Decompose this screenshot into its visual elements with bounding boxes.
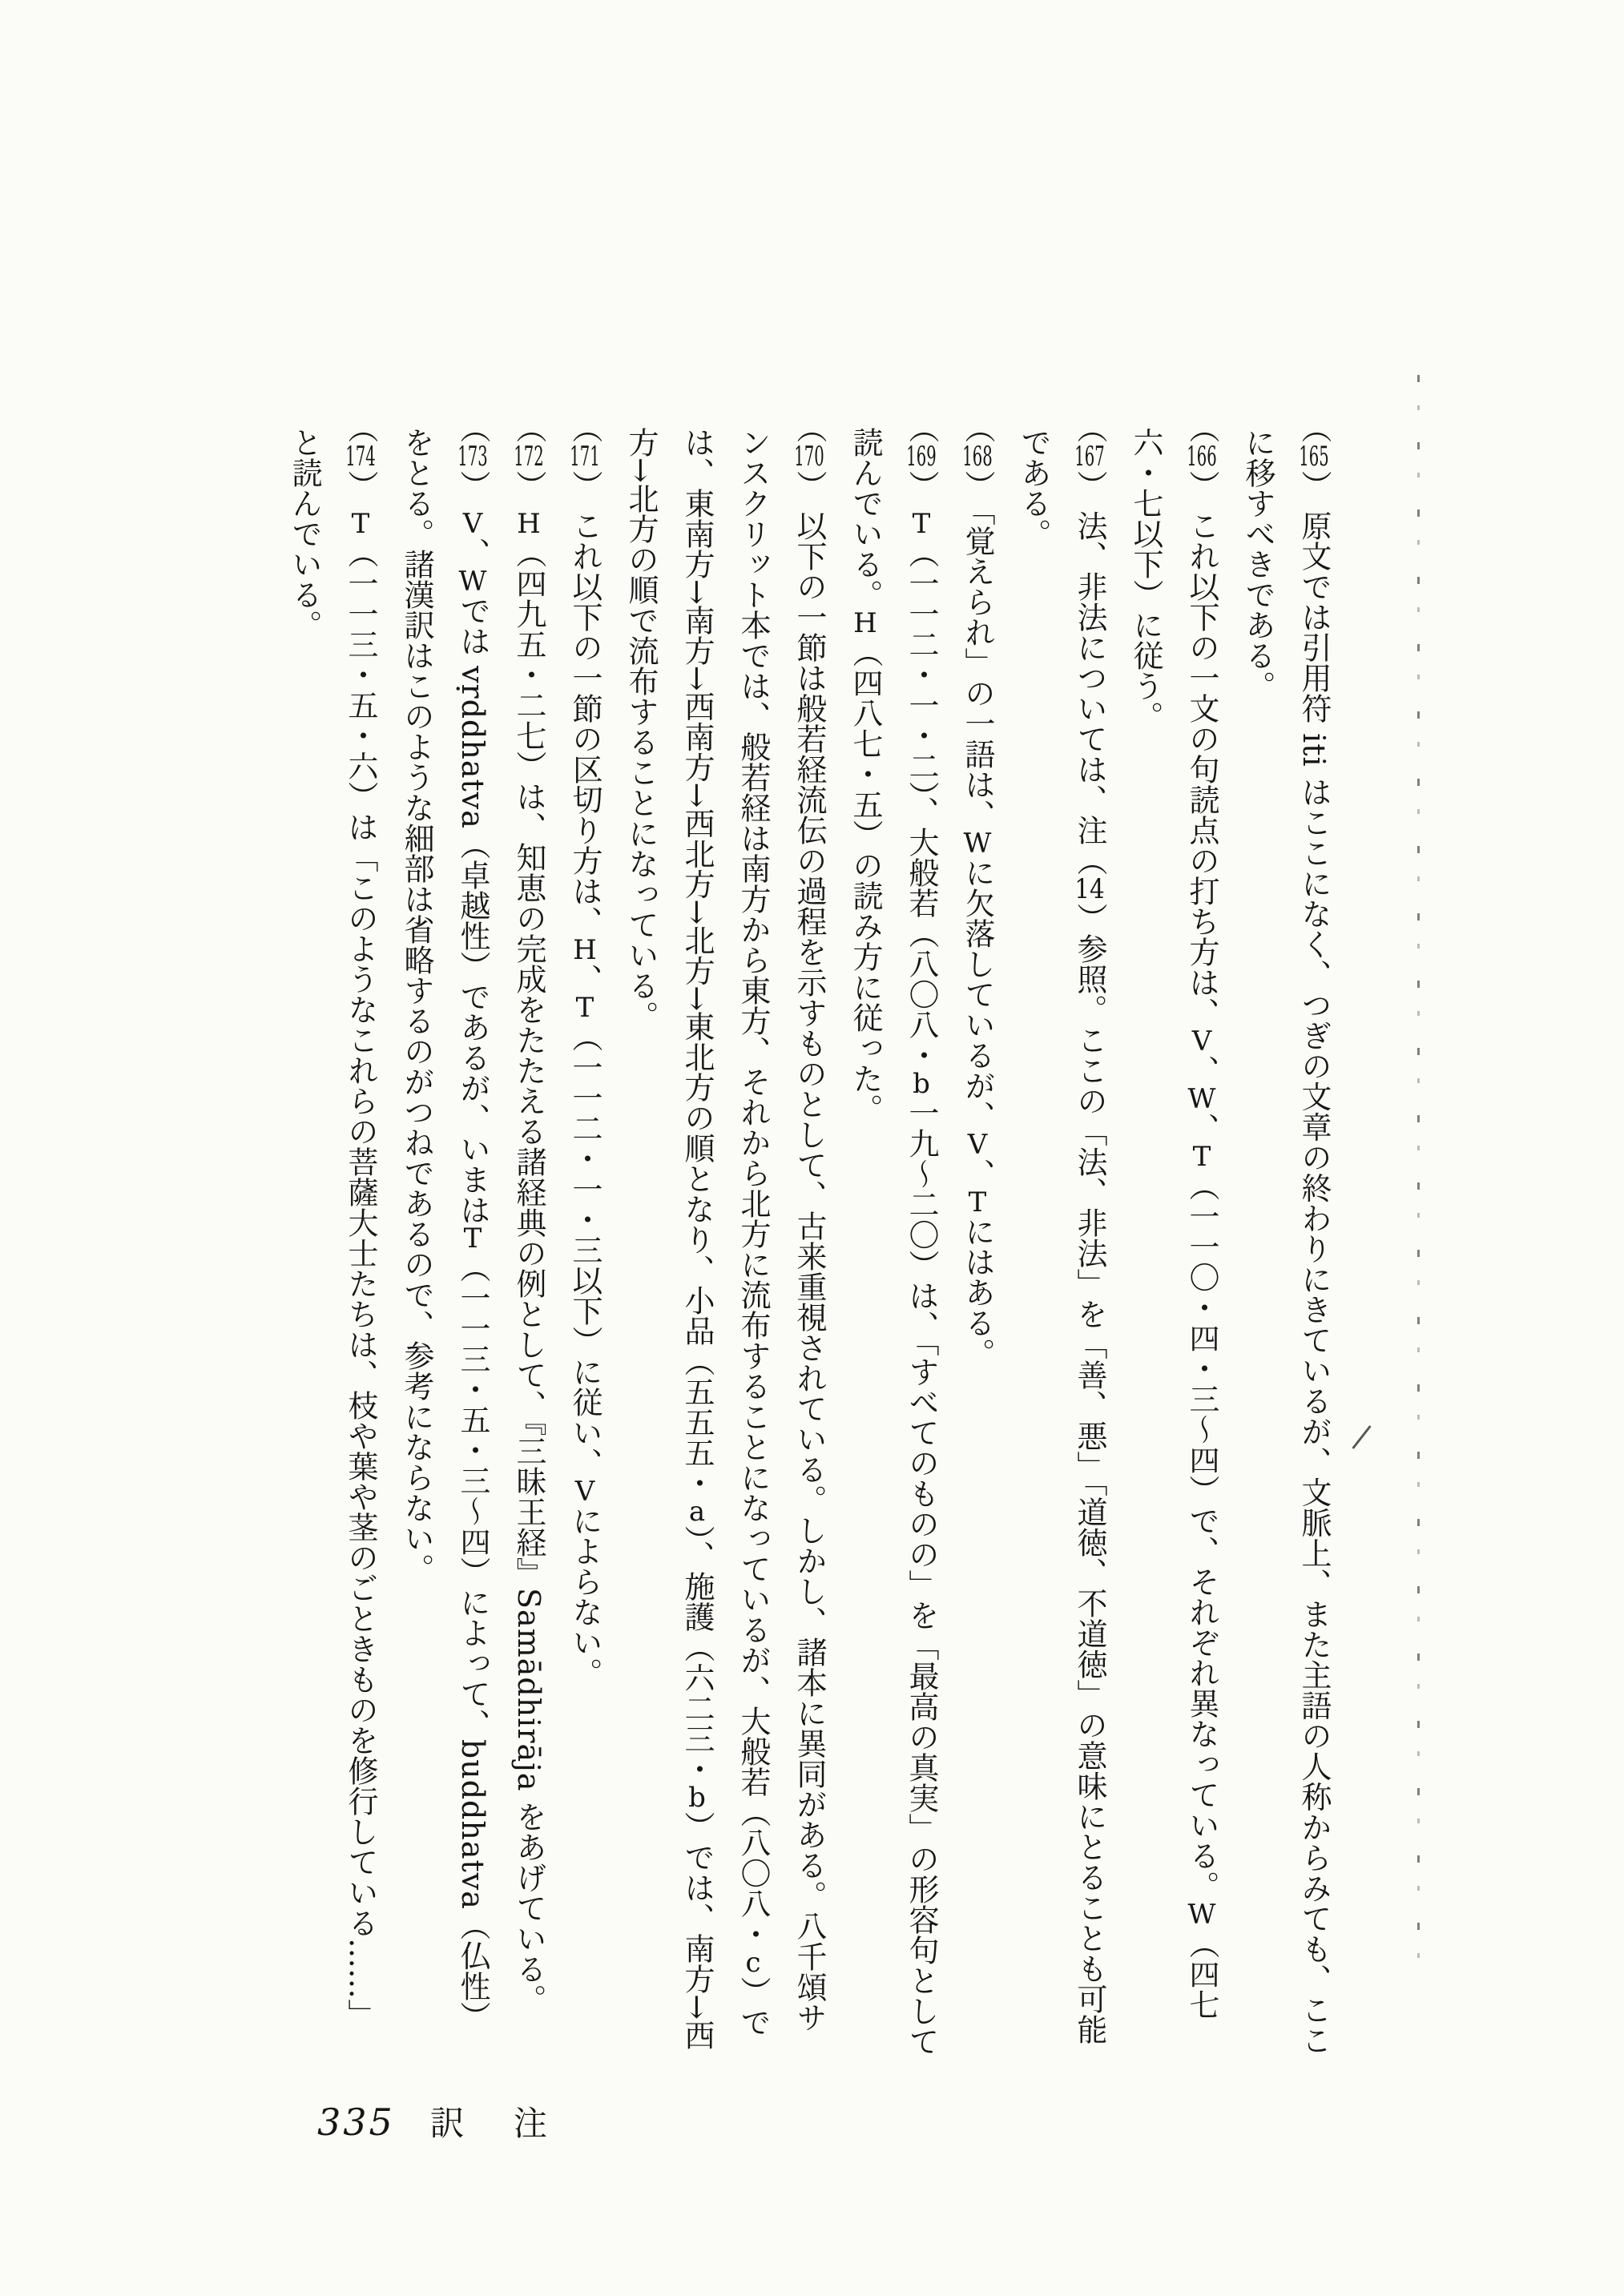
note-number-label: （173） (455, 413, 490, 501)
translation-notes-block (276, 413, 1342, 2056)
note-text: T（一一三・五・六）は「このようなこれらの菩薩大士たちは、枝や葉や茎のごときものを修行している……」と読んでいる。 (287, 427, 378, 2029)
scan-stray-mark (1352, 1425, 1372, 1449)
note-number-label: （167） (1072, 413, 1107, 501)
note-text: これ以下の一節の区切り方は、H、T（一一二・一・三以下）に従い、Vによらない。 (567, 510, 602, 1688)
note-number-label: （168） (960, 413, 995, 501)
note-text: T（一一二・一・二）、大般若（八〇八・b一九〜二〇）は、「すべてのものの」を「最高の真実」の形容句として読んでいる。H（四八七・五）の読み方に従った。 (848, 427, 939, 2056)
note-167 (1005, 413, 1118, 2056)
note-number-label: （165） (1296, 413, 1332, 501)
note-172 (501, 413, 557, 2056)
note-165 (1230, 413, 1342, 2056)
note-173 (389, 413, 501, 2056)
note-number-label: （170） (792, 413, 827, 501)
note-text: 法、非法については、注（14）参照。ここの「法、非法」を「善、悪」「道徳、不道徳」の意味にとることも可能である。 (1016, 427, 1107, 2044)
note-text: V、Wでは vṛddhatva（卓越性）であるが、いまはT（一一三・五・三〜四）によって、buddhatva（仏性）をとる。諸漢訳はこのような細部は省略するのがつねであるので、参考にならない。 (399, 427, 490, 2032)
page-number: 335 (317, 2101, 395, 2144)
note-text: 以下の一節は般若経流伝の過程を示すものとして、古来重視されている。しかし、諸本に異同がある。八千頌サンスクリット本では、般若経は南方から東方、それから北方に流布することになっているが、大般若（八〇八・c）では、東南方→南方→西南方→西北方→北方→東北方の順となり、小品（五五五・a）、施護（六二三・b）では、南方→西方→北方の順で流布することになっている。 (623, 427, 827, 2051)
note-text: 「覚えられ」の一語は、Wに欠落しているが、V、Tにはある。 (960, 510, 995, 1368)
note-number-label: （166） (1184, 413, 1219, 501)
note-text: 原文では引用符 iti はここになく、つぎの文章の終わりにきているが、文脈上、また主語の人称からみても、ここに移すべきである。 (1240, 427, 1332, 2056)
note-text: H（四九五・二七）は、知恵の完成をたたえる諸経典の例として、『三昧王経』Samādhirāja をあげている。 (511, 510, 546, 2015)
note-number-label: （172） (511, 413, 546, 501)
note-170 (613, 413, 837, 2056)
page-footer (317, 2097, 555, 2145)
note-171 (557, 413, 613, 2056)
note-166 (1118, 413, 1230, 2056)
scan-edge-dashed-line (1417, 375, 1420, 1961)
note-number-label: （171） (567, 413, 602, 501)
running-title: 訳 注 (429, 2104, 555, 2143)
note-number-label: （169） (904, 413, 939, 501)
note-168 (949, 413, 1005, 2056)
note-169 (837, 413, 949, 2056)
note-text: これ以下の一文の句読点の打ち方は、V、W、T（一一〇・四・三〜四）で、それぞれ異なっている。W（四七六・七以下）に従う。 (1128, 427, 1219, 2020)
note-number-label: （174） (343, 413, 378, 501)
note-174 (276, 413, 389, 2056)
